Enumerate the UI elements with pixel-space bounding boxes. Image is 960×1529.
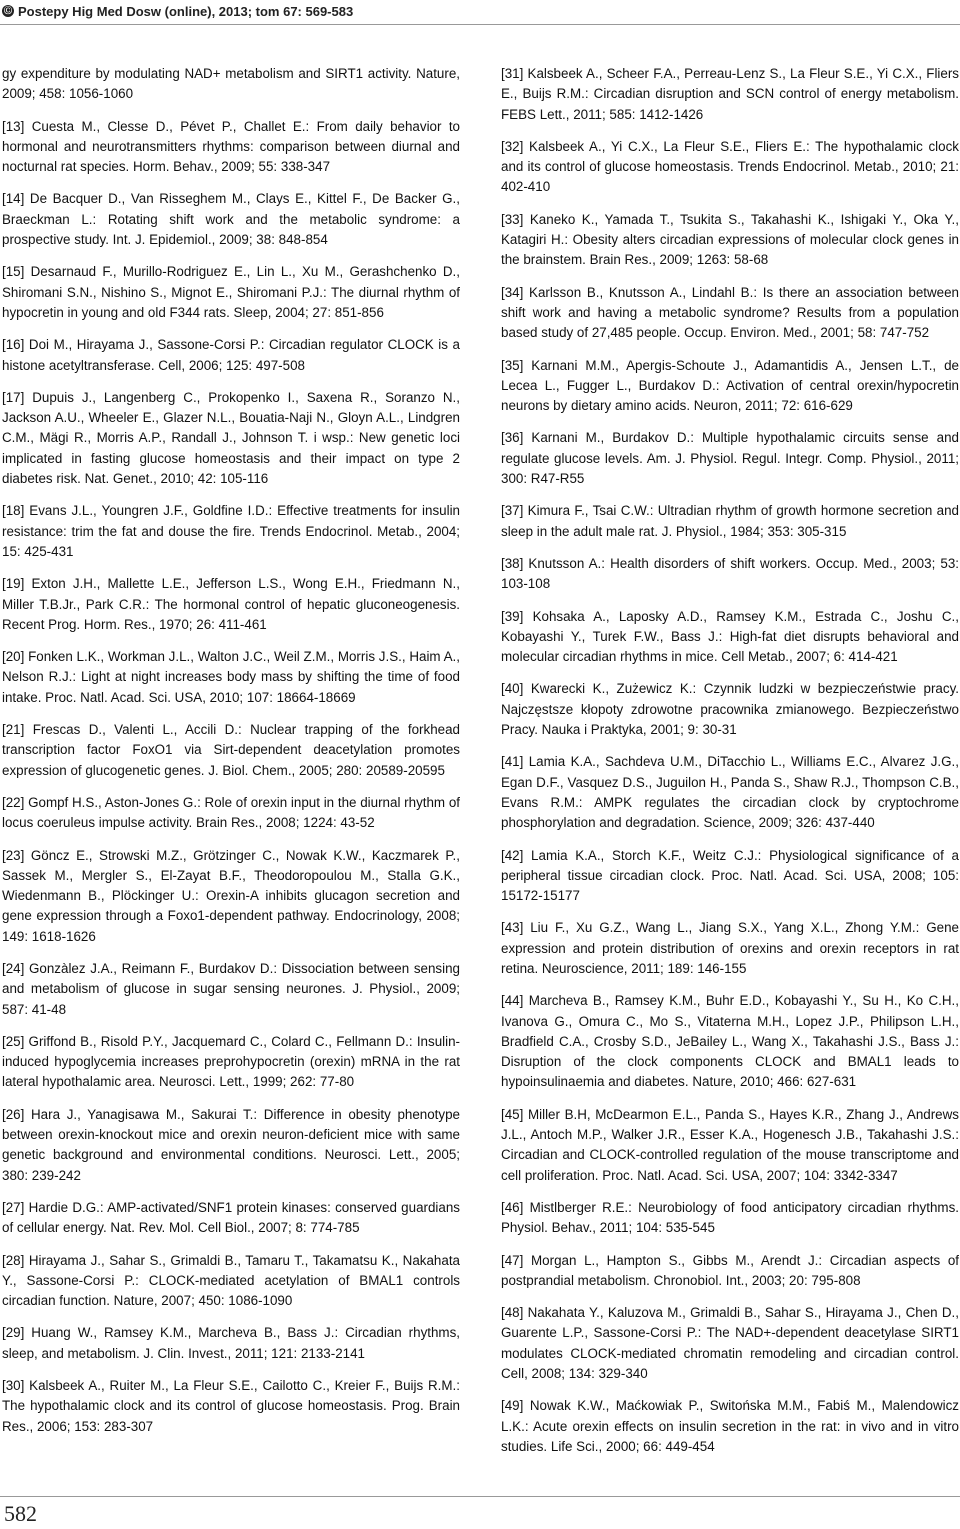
reference-entry bbox=[501, 137, 959, 198]
reference-text: [40] Kwarecki K., Zużewicz K.: Czynnik ludzki w bezpieczeństwie pracy. Najczęstsze kłopoty zdrowotne pracownika zmianowego. Bezpieczeństwo Pracy. Nauka i Praktyka, 2001; 9: 30-31 bbox=[501, 681, 959, 738]
journal-line: Postepy Hig Med Dosw (online), 2013; tom 67: 569-583 bbox=[18, 3, 354, 19]
reference-entry bbox=[501, 554, 959, 595]
reference-text: [21] Frescas D., Valenti L., Accili D.: Nuclear trapping of the forkhead transcription factor FoxO1 via Sirt-dependent deacetylation promotes expression of glucogenetic genes. J. Biol. Chem., 2005; 280: 20589-20595 bbox=[2, 722, 460, 778]
reference-text: [43] Liu F., Xu G.Z., Wang L., Jiang S.X., Yang X.L., Zhong Y.M.: Gene expression and protein distribution of orexins and orexin receptors in rat retina. Neuroscience, 2011; 189: 146-155 bbox=[501, 920, 959, 976]
reference-text: [35] Karnani M.M., Apergis-Schoute J., Adamantidis A., Jensen L.T., de Lecea L., Fugger L., Burdakov D.: Activation of central orexin/hypocretin neurons by dietary amino acids. Neuron, 2011; 72: 616-629 bbox=[501, 357, 959, 414]
reference-text: [23] Göncz E., Strowski M.Z., Grötzinger C., Nowak K.W., Kaczmarek P., Sassek M., Mergler S., El-Zayat B.F., Theodoropoulou M., Stalla G.K., Wiedenmann B., Plöckinger U.: Orexin-A inhibits glucagon secretion and gene expression through a Foxo1-dependent pathway. Endocrinology, 2008; 149: 1618-1626 bbox=[2, 847, 460, 944]
reference-entry bbox=[501, 428, 959, 489]
reference-text: [37] Kimura F., Tsai C.W.: Ultradian rhythm of growth hormone secretion and sleep in the adult male rat. J. Physiol., 1984; 353: 305-315 bbox=[501, 503, 959, 539]
reference-text: [29] Huang W., Ramsey K.M., Marcheva B., Bass J.: Circadian rhythms, sleep, and metabolism. J. Clin. Invest., 2011; 121: 2133-2141 bbox=[2, 1325, 460, 1361]
reference-entry bbox=[501, 1105, 959, 1186]
reference-text: [36] Karnani M., Burdakov D.: Multiple hypothalamic circuits sense and regulate glucose levels. Am. J. Physiol. Regul. Integr. Comp. Physiol., 2011; 300: R47-R55 bbox=[501, 430, 959, 487]
header-divider bbox=[0, 24, 960, 25]
reference-entry bbox=[2, 1198, 460, 1239]
reference-text: [25] Griffond B., Risold P.Y., Jacquemard C., Colard C., Fellmann D.: Insulin-induced hypoglycemia increases preprohypocretin (orexin) mRNA in the rat lateral hypothalamic area. Neurosci. Lett., 1999; 262: 77-80 bbox=[2, 1033, 460, 1090]
reference-text: [19] Exton J.H., Mallette L.E., Jefferson L.S., Wong E.H., Friedmann N., Miller T.B.Jr., Park C.R.: The hormonal control of hepatic gluconeogenesis. Recent Prog. Horm. Res., 1970; 26: 411-461 bbox=[2, 576, 460, 632]
reference-text: [17] Dupuis J., Langenberg C., Prokopenko I., Saxena R., Soranzo N., Jackson A.U., Wheeler E., Glazer N.L., Bouatia-Naji N., Gloyn A.L., Lindgren C.M., Mägi R., Morris A.P., Randall J., Johnson T. i wsp.: New genetic loci implicated in fasting glucose homeostasis and their impact on type 2 diabetes risk. Nat. Genet., 2010; 42: 105-116 bbox=[2, 389, 460, 487]
reference-entry bbox=[2, 335, 460, 376]
reference-text: [24] Gonzàlez J.A., Reimann F., Burdakov D.: Dissociation between sensing and metabolism of glucose in sugar sensing neurones. J. Physiol., 2009; 587: 41-48 bbox=[2, 960, 460, 1017]
reference-entry bbox=[2, 64, 460, 105]
reference-text: [13] Cuesta M., Clesse D., Pévet P., Challet E.: From daily behavior to hormonal and neurotransmitters rhythms: comparison between diurnal and nocturnal rat species. Horm. Behav., 2009; 55: 338-347 bbox=[2, 118, 460, 175]
reference-text: [47] Morgan L., Hampton S., Gibbs M., Arendt J.: Circadian aspects of postprandial metabolism. Chronobiol. Int., 2003; 20: 795-808 bbox=[501, 1252, 959, 1288]
reference-text: [28] Hirayama J., Sahar S., Grimaldi B., Tamaru T., Takamatsu K., Nakahata Y., Sassone-Corsi P.: CLOCK-mediated acetylation of BMAL1 controls circadian function. Nature, 2007; 450: 1086-1090 bbox=[2, 1252, 460, 1309]
reference-text: [15] Desarnaud F., Murillo-Rodriguez E., Lin L., Xu M., Gerashchenko D., Shiromani S.N., Nishino S., Mignot E., Shiromani P.J.: The diurnal rhythm of hypocretin in young and old F344 rats. Sleep, 2004; 27: 851-856 bbox=[2, 264, 460, 320]
reference-text: [31] Kalsbeek A., Scheer F.A., Perreau-Lenz S., La Fleur S.E., Yi C.X., Fliers E., Buijs R.M.: Circadian disruption and SCN control of energy metabolism. FEBS Lett., 2011; 585: 1412-1426 bbox=[501, 66, 959, 122]
reference-entry bbox=[501, 752, 959, 833]
reference-entry bbox=[2, 647, 460, 708]
reference-entry bbox=[2, 793, 460, 834]
reference-entry bbox=[2, 262, 460, 323]
reference-text: [34] Karlsson B., Knutsson A., Lindahl B.: Is there an association between shift work and having a metabolic syndrome? Results from a population based study of 27,485 people. Occup. Environ. Med., 2001; 58: 747-752 bbox=[501, 284, 959, 341]
reference-text: [18] Evans J.L., Youngren J.F., Goldfine I.D.: Effective treatments for insulin resistance: trim the fat and douse the fire. Trends Endocrinol. Metab., 2004; 15: 425-431 bbox=[2, 503, 460, 559]
reference-text: [30] Kalsbeek A., Ruiter M., La Fleur S.E., Cailotto C., Kreier F., Buijs R.M.: The hypothalamic clock and its control of glucose homeostasis. Prog. Brain Res., 2006; 153: 283-307 bbox=[2, 1378, 460, 1434]
reference-entry bbox=[2, 1105, 460, 1186]
references-left-column bbox=[2, 64, 460, 1449]
open-access-icon: Ⓒ bbox=[4, 6, 12, 15]
reference-entry bbox=[501, 679, 959, 740]
reference-entry bbox=[2, 117, 460, 178]
reference-text: [42] Lamia K.A., Storch K.F., Weitz C.J.: Physiological significance of a peripheral tissue circadian clock. Proc. Natl. Acad. Sci. USA, 2008; 105: 15172-15177 bbox=[501, 847, 959, 904]
reference-text: [33] Kaneko K., Yamada T., Tsukita S., Takahashi K., Ishigaki Y., Oka Y., Katagiri H.: Obesity alters circadian expressions of molecular clock genes in the brainstem. Brain Res., 2009; 1263: 58-68 bbox=[501, 211, 959, 268]
reference-text: [41] Lamia K.A., Sachdeva U.M., DiTacchio L., Williams E.C., Alvarez J.G., Egan D.F., Vasquez D.S., Juguilon H., Panda S., Shaw R.J., Thompson C.B., Evans R.M.: AMPK regulates the circadian clock by cryptochrome phosphorylation and degradation. Science, 2009; 326: 437-440 bbox=[501, 754, 959, 831]
reference-entry bbox=[501, 607, 959, 668]
reference-text: [48] Nakahata Y., Kaluzova M., Grimaldi B., Sahar S., Hirayama J., Chen D., Guarente L.P., Sassone-Corsi P.: The NAD+-dependent deacetylase SIRT1 modulates CLOCK-mediated chromatin remodeling and circadian control. Cell, 2008; 134: 329-340 bbox=[501, 1305, 959, 1382]
reference-entry bbox=[2, 501, 460, 562]
reference-entry bbox=[501, 210, 959, 271]
footer-divider bbox=[0, 1496, 960, 1497]
reference-entry bbox=[2, 189, 460, 250]
reference-entry bbox=[2, 388, 460, 489]
reference-entry bbox=[2, 574, 460, 635]
page-number: 582 bbox=[4, 1501, 37, 1526]
reference-text: [44] Marcheva B., Ramsey K.M., Buhr E.D., Kobayashi Y., Su H., Ko C.H., Ivanova G., Omura C., Mo S., Vitaterna M.H., Lopez J.P., Philipson L.H., Bradfield C.A., Crosby S.D., JeBailey L., Wang X., Takahashi J.S., Bass J.: Disruption of the clock components CLOCK and BMAL1 leads to hypoinsulinaemia and diabetes. Nature, 2010; 466: 627-631 bbox=[501, 993, 959, 1090]
reference-text: [38] Knutsson A.: Health disorders of shift workers. Occup. Med., 2003; 53: 103-108 bbox=[501, 555, 959, 592]
reference-text: gy expenditure by modulating NAD+ metabolism and SIRT1 activity. Nature, 2009; 458: 1056-1060 bbox=[2, 66, 460, 102]
reference-entry bbox=[501, 991, 959, 1092]
reference-text: [14] De Bacquer D., Van Risseghem M., Clays E., Kittel F., De Backer G., Braeckman L.: Rotating shift work and the metabolic syndrome: a prospective study. Int. J. Epidemiol., 2009; 38: 848-854 bbox=[2, 191, 460, 248]
reference-text: [20] Fonken L.K., Workman J.L., Walton J.C., Weil Z.M., Morris J.S., Haim A., Nelson R.J.: Light at night increases body mass by shifting the time of food intake. Proc. Natl. Acad. Sci. USA, 2010; 107: 18664-18669 bbox=[2, 649, 460, 705]
reference-entry bbox=[2, 1251, 460, 1312]
references-right-column bbox=[501, 64, 959, 1469]
running-header bbox=[2, 0, 353, 22]
reference-entry bbox=[2, 720, 460, 781]
reference-entry bbox=[501, 1251, 959, 1292]
reference-entry bbox=[501, 918, 959, 979]
reference-entry bbox=[2, 1376, 460, 1437]
reference-text: [16] Doi M., Hirayama J., Sassone-Corsi P.: Circadian regulator CLOCK is a histone acetyltransferase. Cell, 2006; 125: 497-508 bbox=[2, 337, 460, 373]
reference-entry bbox=[501, 356, 959, 417]
reference-text: [26] Hara J., Yanagisawa M., Sakurai T.: Difference in obesity phenotype between orexin-knockout mice and orexin neuron-deficient mice with same genetic background and environmental conditions. Neurosci. Lett., 2005; 380: 239-242 bbox=[2, 1106, 460, 1183]
reference-text: [22] Gompf H.S., Aston-Jones G.: Role of orexin input in the diurnal rhythm of locus coeruleus impulse activity. Brain Res., 2008; 1224: 43-52 bbox=[2, 794, 460, 831]
reference-entry bbox=[2, 1323, 460, 1364]
reference-entry bbox=[501, 501, 959, 542]
reference-entry bbox=[2, 1032, 460, 1093]
reference-text: [46] Mistlberger R.E.: Neurobiology of food anticipatory circadian rhythms. Physiol. Behav., 2011; 104: 535-545 bbox=[501, 1199, 959, 1236]
reference-entry bbox=[501, 1303, 959, 1384]
reference-text: [39] Kohsaka A., Laposky A.D., Ramsey K.M., Estrada C., Joshu C., Kobayashi Y., Turek F.W., Bass J.: High-fat diet disrupts behavioral and molecular circadian rhythms in mice. Cell Metab., 2007; 6: 414-421 bbox=[501, 608, 959, 665]
reference-entry bbox=[501, 1396, 959, 1457]
reference-entry bbox=[501, 1198, 959, 1239]
reference-text: [32] Kalsbeek A., Yi C.X., La Fleur S.E., Fliers E.: The hypothalamic clock and its control of glucose homeostasis. Trends Endocrinol. Metab., 2010; 21: 402-410 bbox=[501, 138, 959, 195]
reference-text: [49] Nowak K.W., Maćkowiak P., Switońska M.M., Fabiś M., Malendowicz L.K.: Acute orexin effects on insulin secretion in the rat: in vivo and in vitro studies. Life Sci., 2000; 66: 449-454 bbox=[501, 1398, 959, 1454]
reference-entry bbox=[501, 64, 959, 125]
reference-entry bbox=[501, 846, 959, 907]
reference-entry bbox=[501, 283, 959, 344]
reference-entry bbox=[2, 959, 460, 1020]
reference-text: [27] Hardie D.G.: AMP-activated/SNF1 protein kinases: conserved guardians of cellular energy. Nat. Rev. Mol. Cell Biol., 2007; 8: 774-785 bbox=[2, 1199, 460, 1236]
reference-entry bbox=[2, 846, 460, 947]
reference-text: [45] Miller B.H, McDearmon E.L., Panda S., Hayes K.R., Zhang J., Andrews J.L., Antoch M.P., Walker J.R., Esser K.A., Hogenesch J.B., Takahashi J.S.: Circadian and CLOCK-controlled regulation of the mouse transcriptome and cell proliferation. Proc. Natl. Acad. Sci. USA, 2007; 104: 3342-3347 bbox=[501, 1106, 959, 1183]
